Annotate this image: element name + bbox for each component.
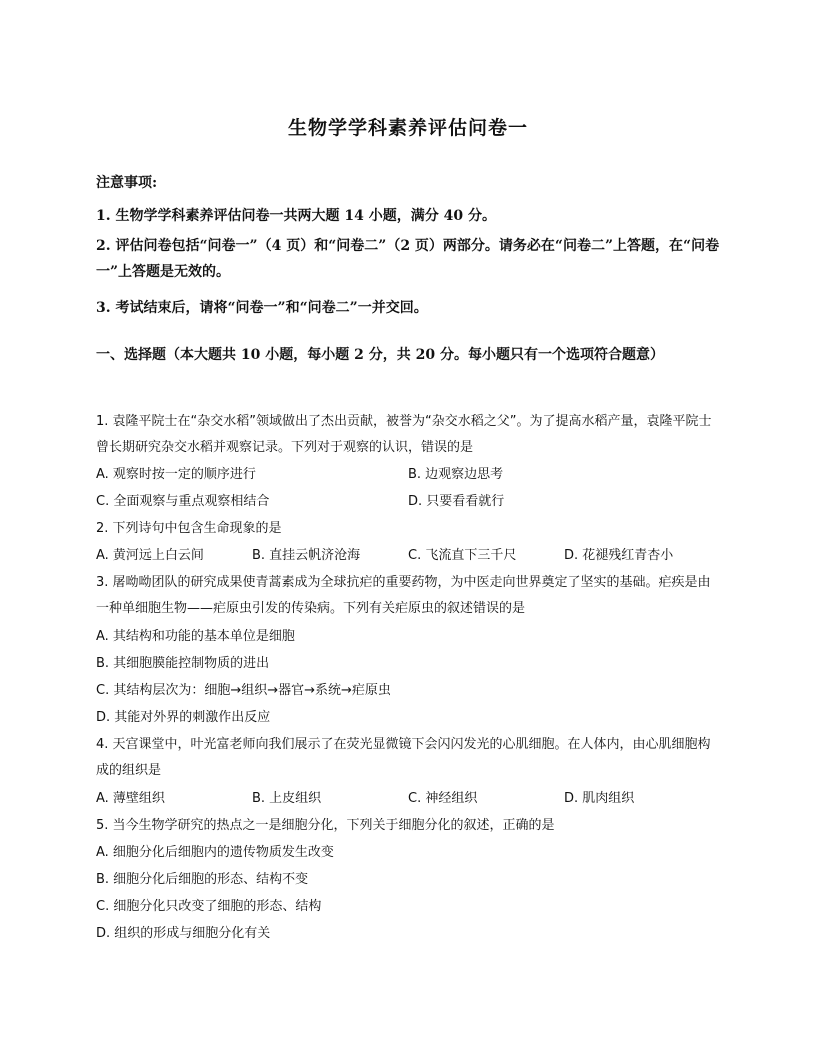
question-3-option-b: B. 其细胞膜能控制物质的进出 [96, 656, 270, 671]
question-4-stem: 4. 天宫课堂中，叶光富老师向我们展示了在荧光显微镜下会闪闪发光的心肌细胞。在人体内，由心肌细胞构成的组织是 [96, 737, 711, 778]
question-3-option-a: A. 其结构和功能的基本单位是细胞 [96, 629, 295, 644]
question-2-option-a: A. 黄河远上白云间 [96, 548, 204, 563]
section-heading: 一、选择题（本大题共 10 小题，每小题 2 分，共 20 分。每小题只有一个选项符合题意） [96, 347, 664, 363]
question-3-option-d: D. 其能对外界的刺激作出反应 [96, 710, 271, 725]
question-2-stem: 2. 下列诗句中包含生命现象的是 [96, 521, 282, 536]
question-4-option-c: C. 神经组织 [408, 791, 478, 806]
question-5-option-a: A. 细胞分化后细胞内的遗传物质发生改变 [96, 845, 334, 860]
notice-item-1: 1. 生物学学科素养评估问卷一共两大题 14 小题，满分 40 分。 [96, 208, 496, 224]
notice-item-2: 2. 评估问卷包括“问卷一”（4 页）和“问卷二”（2 页）两部分。请务必在“问卷二”上答题，在“问卷一”上答题是无效的。 [96, 238, 720, 280]
question-1-option-b: B. 边观察边思考 [408, 467, 504, 482]
question-3-option-c: C. 其结构层次为：细胞→组织→器官→系统→疟原虫 [96, 683, 391, 698]
question-2-option-d: D. 花褪残红青杏小 [564, 548, 674, 563]
question-4-option-b: B. 上皮组织 [252, 791, 322, 806]
question-1-option-d: D. 只要看看就行 [408, 494, 505, 509]
notice-item-3: 3. 考试结束后，请将“问卷一”和“问卷二”一并交回。 [96, 300, 428, 316]
question-5-option-b: B. 细胞分化后细胞的形态、结构不变 [96, 872, 309, 887]
question-5-stem: 5. 当今生物学研究的热点之一是细胞分化，下列关于细胞分化的叙述，正确的是 [96, 818, 555, 833]
question-2-option-b: B. 直挂云帆济沧海 [252, 548, 361, 563]
question-5-option-c: C. 细胞分化只改变了细胞的形态、结构 [96, 899, 322, 914]
question-1-option-a: A. 观察时按一定的顺序进行 [96, 467, 256, 482]
question-4-option-d: D. 肌肉组织 [564, 791, 635, 806]
notice-heading: 注意事项: [96, 175, 158, 191]
question-2-option-c: C. 飞流直下三千尺 [408, 548, 517, 563]
question-3-stem: 3. 屠呦呦团队的研究成果使青蒿素成为全球抗疟的重要药物，为中医走向世界奠定了坚实的基础。疟疾是由一种单细胞生物——疟原虫引发的传染病。下列有关疟原虫的叙述错误的是 [96, 575, 711, 616]
question-1-option-c: C. 全面观察与重点观察相结合 [96, 494, 270, 509]
question-4-option-a: A. 薄壁组织 [96, 791, 165, 806]
question-5-option-d: D. 组织的形成与细胞分化有关 [96, 926, 271, 941]
page-title: 生物学学科素养评估问卷一 [287, 117, 528, 139]
question-1-stem: 1. 袁隆平院士在“杂交水稻”领域做出了杰出贡献，被誉为“杂交水稻之父”。为了提高水稻产量，袁隆平院士曾长期研究杂交水稻并观察记录。下列对于观察的认识，错误的是 [96, 414, 712, 455]
